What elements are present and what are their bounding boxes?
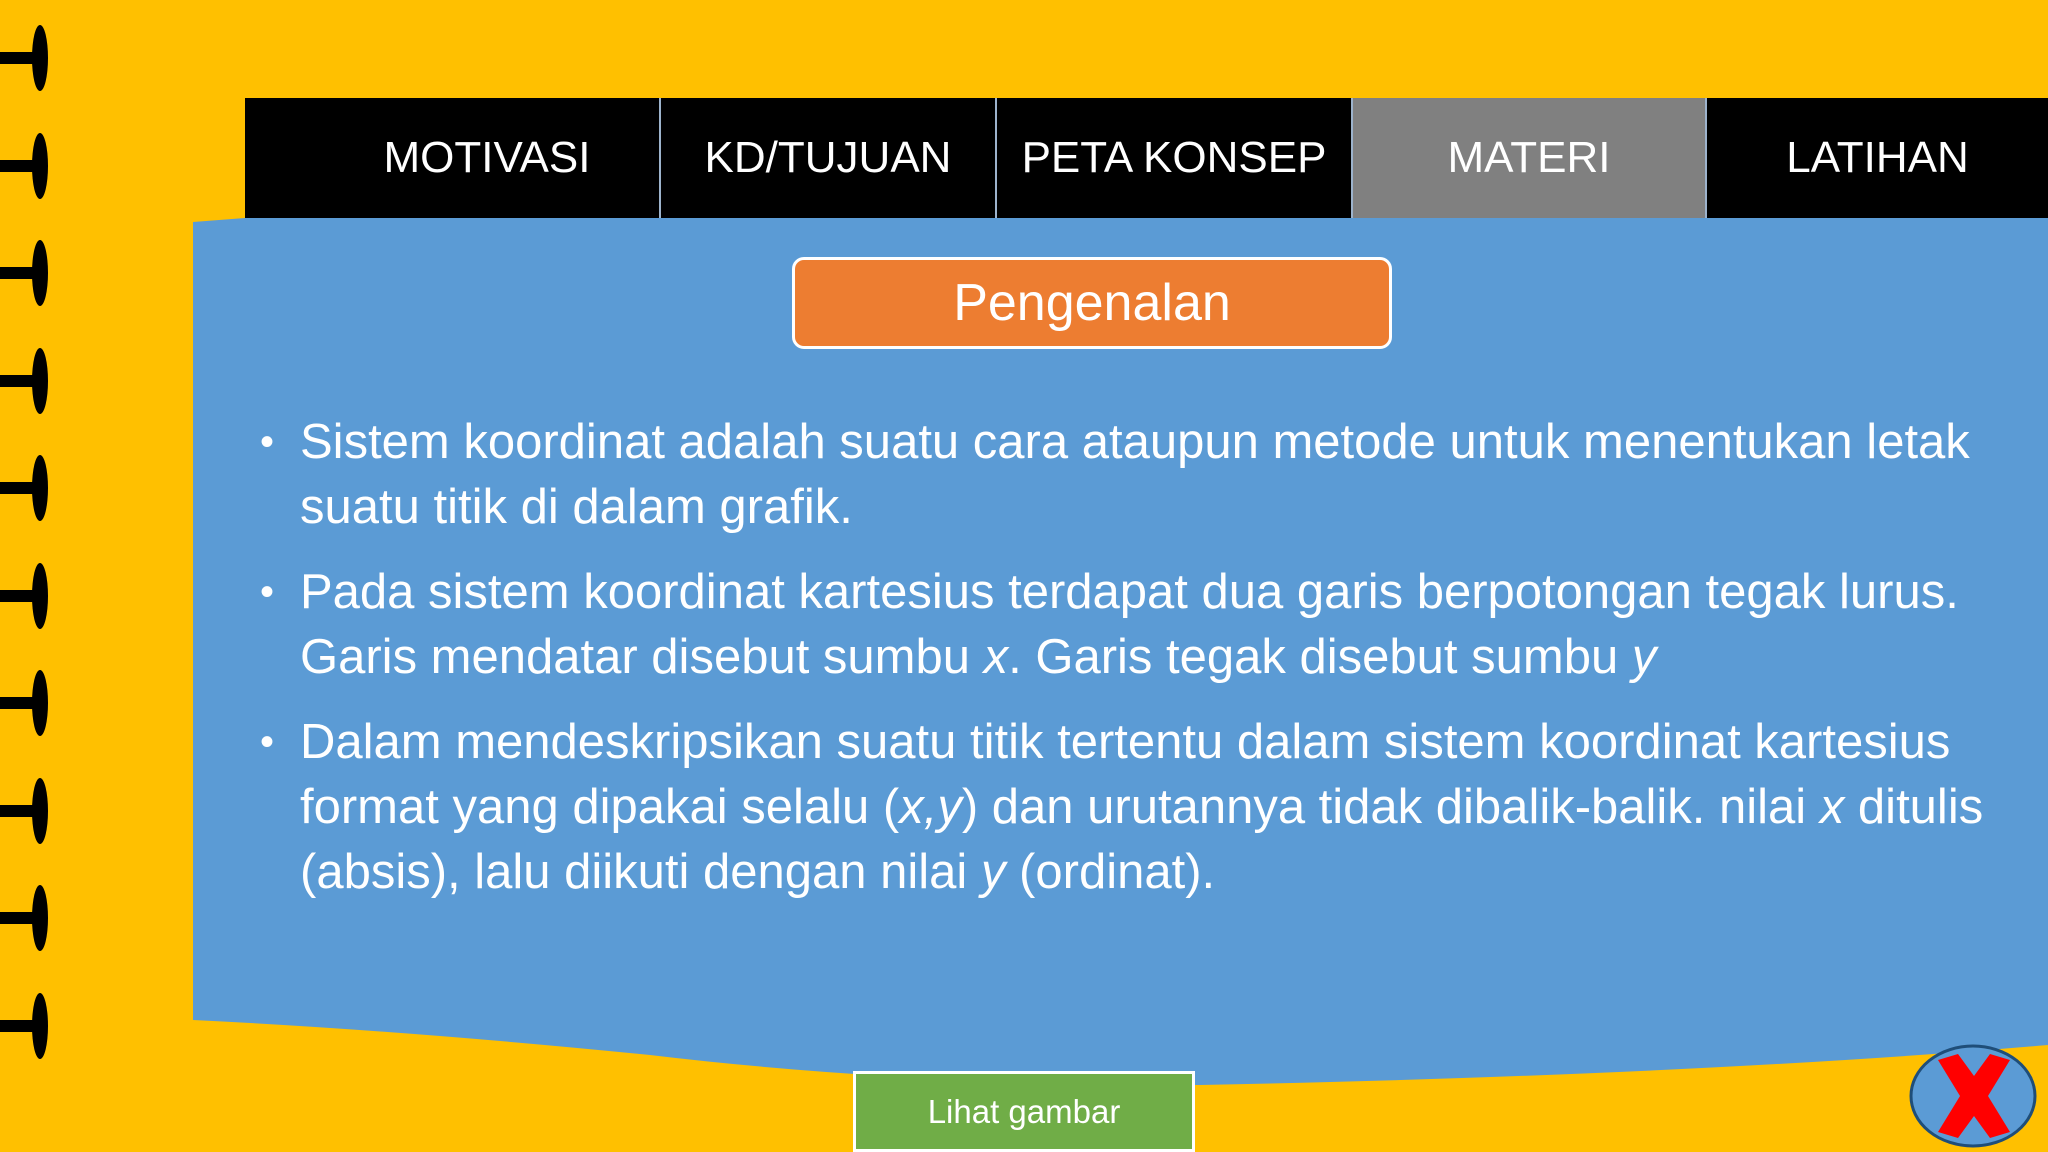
- tab-label: LATIHAN: [1786, 133, 1969, 182]
- section-title-box: [792, 257, 1392, 349]
- bullet-text: Sistem koordinat adalah suatu cara ataupun metode untuk menentukan letak suatu titik di dalam grafik.: [300, 415, 1970, 534]
- bullet-dot-icon: •: [260, 720, 275, 764]
- bullet-text: ) dan urutannya tidak dibalik-balik. nilai: [961, 780, 1820, 834]
- bullet-text: x: [983, 630, 1009, 684]
- bullet-item: [260, 560, 2000, 690]
- bullet-text: x,y: [899, 780, 962, 834]
- lihat-gambar-button[interactable]: [853, 1071, 1195, 1152]
- bullet-text: (ordinat).: [1005, 845, 1216, 899]
- bullet-text: . Garis tegak disebut sumbu: [1008, 630, 1632, 684]
- bullet-item: [260, 410, 2000, 540]
- bullet-text: ditulis (absis), lalu diikuti dengan nilai: [300, 780, 1984, 899]
- bullet-text: y: [980, 845, 1006, 899]
- bullet-dot-icon: •: [260, 420, 275, 464]
- tab-label: MOTIVASI: [383, 133, 591, 182]
- close-x-icon[interactable]: [1908, 1040, 2048, 1152]
- tab-label: PETA KONSEP: [1021, 133, 1327, 182]
- top-navigation: [245, 98, 2048, 218]
- lihat-gambar-label: Lihat gambar: [927, 1092, 1121, 1130]
- tab-latihan[interactable]: [1707, 98, 2048, 218]
- tab-peta-konsep[interactable]: [997, 98, 1353, 218]
- tab-motivasi[interactable]: [245, 98, 661, 218]
- tab-materi[interactable]: [1353, 98, 1707, 218]
- bullet-text: x: [1819, 780, 1845, 834]
- section-title: Pengenalan: [953, 274, 1231, 332]
- bullet-list: [260, 410, 2000, 925]
- tab-label: MATERI: [1447, 133, 1611, 182]
- bullet-text: y: [1631, 630, 1657, 684]
- bullet-item: [260, 710, 2000, 905]
- bullet-dot-icon: •: [260, 570, 275, 614]
- tab-kd-tujuan[interactable]: [661, 98, 997, 218]
- tab-label: KD/TUJUAN: [704, 133, 952, 182]
- bullet-text: Dalam mendeskripsikan suatu titik tertentu dalam sistem koordinat kartesius format yang dipakai selalu (: [300, 715, 1951, 834]
- bullet-text: Pada sistem koordinat kartesius terdapat dua garis berpotongan tegak lurus. Garis mendatar disebut sumbu: [300, 565, 1959, 684]
